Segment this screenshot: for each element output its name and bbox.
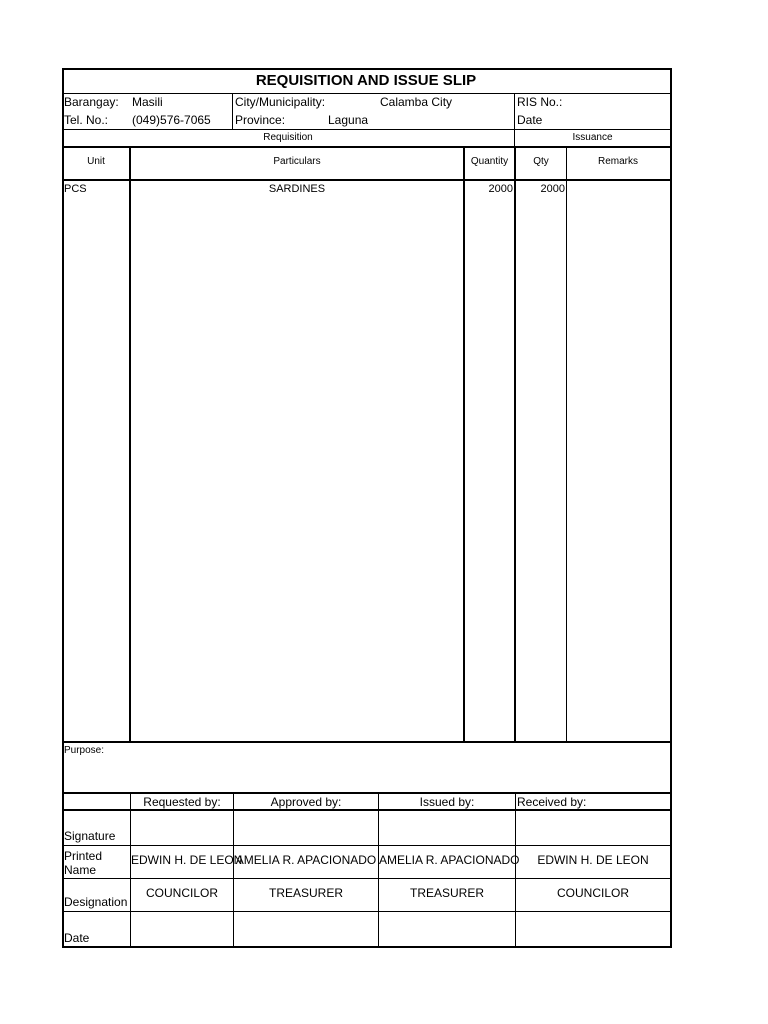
printed-name-row-label-2: Name xyxy=(64,863,97,877)
sig-col-divider-2 xyxy=(233,792,234,946)
items-bottom-divider xyxy=(62,741,670,743)
col-header-unit: Unit xyxy=(87,156,105,167)
title-divider xyxy=(62,93,670,94)
date-label: Date xyxy=(517,113,543,127)
designation-issued: TREASURER xyxy=(409,886,484,900)
signatory-header-divider xyxy=(62,809,670,811)
col-header-particulars: Particulars xyxy=(273,156,321,167)
col-header-quantity: Quantity xyxy=(470,156,509,167)
province-value: Laguna xyxy=(328,113,369,127)
designation-row-label: Designation xyxy=(64,895,128,909)
tel-label: Tel. No.: xyxy=(64,113,109,127)
printed-name-requested: EDWIN H. DE LEON xyxy=(131,853,243,867)
requested-by-label: Requested by: xyxy=(143,795,221,809)
name-row-divider xyxy=(62,878,670,879)
item-unit: PCS xyxy=(64,183,87,195)
barangay-label: Barangay: xyxy=(64,95,119,109)
designation-approved: TREASURER xyxy=(268,886,343,900)
printed-name-approved: AMELIA R. APACIONADO xyxy=(235,853,377,867)
designation-received: COUNCILOR xyxy=(556,886,629,900)
ris-no-label: RIS No.: xyxy=(517,95,563,109)
section-divider xyxy=(62,146,670,148)
header-divider xyxy=(62,129,670,130)
designation-requested: COUNCILOR xyxy=(145,886,218,900)
approved-by-label: Approved by: xyxy=(270,795,342,809)
signature-row-divider xyxy=(62,845,670,846)
col-divider-particulars xyxy=(463,146,465,742)
sig-col-divider-3 xyxy=(378,792,379,946)
designation-row-divider xyxy=(62,911,670,912)
sig-col-divider-4 xyxy=(515,792,516,946)
printed-name-issued: AMELIA R. APACIONADO xyxy=(379,853,520,867)
item-quantity: 2000 xyxy=(488,183,513,195)
item-qty: 2000 xyxy=(540,183,565,195)
issuance-section-label: Issuance xyxy=(572,132,613,143)
purpose-label: Purpose: xyxy=(64,745,105,756)
purpose-bottom-divider xyxy=(62,792,670,794)
column-header-divider xyxy=(62,179,670,181)
date-row-label: Date xyxy=(64,931,90,945)
form-title: REQUISITION AND ISSUE SLIP xyxy=(255,72,477,89)
col-divider-unit xyxy=(129,146,131,742)
col-header-qty: Qty xyxy=(533,156,549,167)
province-label: Province: xyxy=(235,113,286,127)
col-divider-qty xyxy=(566,146,567,742)
tel-value: (049)576-7065 xyxy=(132,113,211,127)
city-label: City/Municipality: xyxy=(235,95,326,109)
printed-name-row-label-1: Printed xyxy=(64,849,103,863)
form-outer-border xyxy=(62,68,672,948)
received-by-label: Received by: xyxy=(517,795,587,809)
item-particulars: SARDINES xyxy=(268,183,326,195)
col-divider-quantity xyxy=(514,146,516,742)
city-value: Calamba City xyxy=(380,95,453,109)
requisition-section-label: Requisition xyxy=(263,132,313,143)
header-col-divider-1 xyxy=(232,93,233,129)
printed-name-received: EDWIN H. DE LEON xyxy=(537,853,649,867)
sig-col-divider-1 xyxy=(130,792,131,946)
barangay-value: Masili xyxy=(132,95,163,109)
signature-row-label: Signature xyxy=(64,829,116,843)
issued-by-label: Issued by: xyxy=(419,795,475,809)
col-header-remarks: Remarks xyxy=(597,156,638,167)
